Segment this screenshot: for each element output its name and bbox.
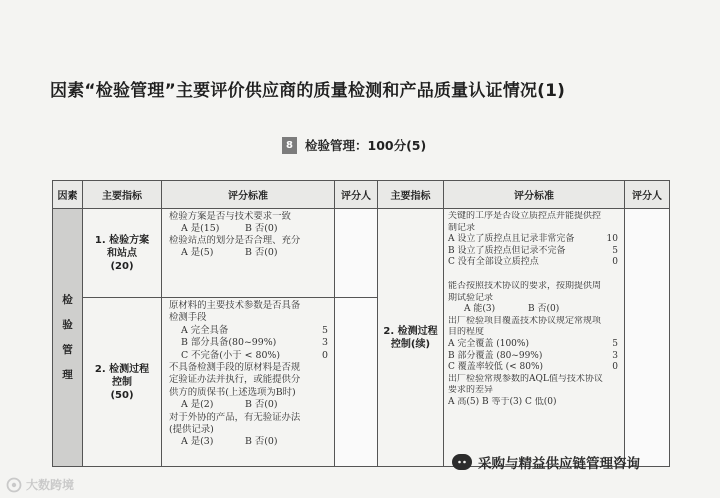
watermark-right-text: 采购与精益供应链管理咨询: [478, 456, 640, 472]
option-pair: [448, 304, 618, 316]
option-score-line: [169, 325, 328, 337]
factor-char: 验: [62, 318, 73, 331]
option-text: B 部分覆盖 (80~99%): [448, 350, 543, 361]
indicator-line: 控制: [112, 376, 132, 388]
criteria-line: 定验证办法并执行，或能提供分: [169, 374, 301, 386]
criteria-line: 能否按照技术协议的要求，按期提供周: [448, 280, 602, 291]
option-a: A 是(15): [181, 223, 220, 235]
option-text: A 设立了质控点且记录非常完备: [448, 234, 575, 245]
factor-char: 管: [62, 343, 73, 356]
option-pair: [169, 223, 328, 235]
indicator-line: 控制(续): [390, 338, 431, 350]
option-score: 5: [612, 338, 618, 349]
option-score-line: [448, 246, 618, 258]
factor-char: 检: [62, 293, 73, 306]
criteria-line: 期试验记录: [448, 292, 494, 303]
header-criteria-right: 评分标准: [444, 181, 625, 209]
option-b: B 否(0): [245, 223, 278, 235]
indicator-line: (50): [110, 389, 134, 401]
criteria-line: 出厂检验项目覆盖技术协议规定常规项: [448, 315, 602, 326]
criteria-line: 检测手段: [169, 312, 207, 324]
criteria-line: 供方的质保书(上述选项为B时): [169, 386, 296, 398]
option-text: A 完全具备: [181, 324, 229, 336]
indicator-line: 2. 检测过程: [383, 325, 438, 337]
option-text: C 覆盖率较低 (< 80%): [448, 362, 544, 373]
scorer-cell: [335, 209, 378, 298]
header-scorer-right: 评分人: [625, 181, 670, 209]
criteria-line: 关键的工序是否设立质控点并能提供控: [448, 211, 602, 221]
option-text: C 不完备(小于 < 80%): [181, 349, 280, 361]
section-number-badge: 8: [282, 137, 297, 154]
option-score: 3: [612, 350, 618, 361]
criteria-cell: [162, 298, 335, 467]
indicator-line: (20): [110, 260, 134, 272]
option-b: B 否(0): [528, 304, 560, 315]
header-factor: 因素: [53, 181, 83, 209]
option-pair: [169, 247, 328, 259]
criteria-line: 检验站点的划分是否合理、充分: [169, 235, 301, 247]
option-text: C 没有全部设立质控点: [448, 257, 539, 268]
factor-cell: [53, 209, 83, 467]
header-criteria: 评分标准: [162, 181, 335, 209]
table-row: [53, 209, 670, 298]
factor-char: 理: [62, 368, 73, 381]
option-score-line: [169, 337, 328, 349]
option-score: 5: [322, 324, 328, 336]
option-score: 3: [322, 337, 328, 349]
criteria-line: 要求的差异: [448, 385, 494, 396]
option-pair: [169, 399, 328, 411]
indicator-line: 和站点: [107, 247, 137, 259]
option-b: B 否(0): [245, 436, 278, 448]
scorer-cell: [335, 298, 378, 467]
option-score: 5: [612, 245, 618, 256]
watermark-left: [6, 476, 74, 493]
section-label: 检验管理：100分(5): [305, 138, 427, 153]
header-indicator: 主要指标: [83, 181, 162, 209]
header-scorer: 评分人: [335, 181, 378, 209]
table-header-row: [53, 181, 670, 209]
option-a: A 能(3): [464, 304, 496, 315]
option-score: 0: [612, 257, 618, 268]
criteria-line: 出厂检验常规参数的AQL值与技术协议: [448, 373, 603, 384]
criteria-cell: [162, 209, 335, 298]
header-indicator-right: 主要指标: [378, 181, 444, 209]
watermark-left-text: 大数跨境: [26, 478, 75, 492]
option-score-line: [448, 362, 618, 374]
criteria-line: A 高(5) B 等于(3) C 低(0): [448, 396, 557, 407]
section-heading: [282, 136, 426, 154]
brand-logo-icon: [6, 477, 22, 493]
indicator-cell: [83, 298, 162, 467]
option-pair: [169, 436, 328, 448]
criteria-line: 不具备检测手段的原材料是否规: [169, 362, 301, 374]
option-score: 10: [606, 234, 618, 245]
option-a: A 是(5): [181, 247, 214, 259]
criteria-line: 原材料的主要技术参数是否具备: [169, 300, 301, 311]
option-score-line: [448, 257, 618, 269]
indicator-cell: [83, 209, 162, 298]
option-score-line: [169, 350, 328, 362]
criteria-cell-right: [444, 209, 625, 467]
option-score: 0: [612, 362, 618, 373]
option-a: A 是(2): [181, 399, 214, 411]
scorer-cell-right: [625, 209, 670, 467]
option-b: B 否(0): [245, 399, 278, 411]
option-score-line: [448, 234, 618, 246]
criteria-line: 目的程度: [448, 327, 485, 338]
option-a: A 是(3): [181, 436, 214, 448]
evaluation-table: [52, 180, 670, 467]
option-text: B 部分具备(80~99%): [181, 337, 277, 349]
option-b: B 否(0): [245, 247, 278, 259]
option-score-line: [448, 351, 618, 363]
criteria-line: 制记录: [448, 222, 476, 233]
spacer-line: [448, 269, 618, 281]
criteria-line: (提供记录): [169, 424, 214, 436]
option-text: A 完全覆盖 (100%): [448, 338, 529, 349]
option-score: 0: [322, 349, 328, 361]
option-score-line: [448, 339, 618, 351]
indicator-cell-right: [378, 209, 444, 467]
watermark-right: [452, 452, 640, 472]
page-title: 因素“检验管理”主要评价供应商的质量检测和产品质量认证情况(1): [50, 81, 566, 101]
indicator-line: 1. 检验方案: [94, 234, 150, 246]
indicator-line: 2. 检测过程: [94, 363, 150, 375]
criteria-line: 检验方案是否与技术要求一致: [169, 211, 291, 222]
criteria-line: 对于外协的产品，有无验证办法: [169, 411, 301, 423]
wechat-icon: [452, 454, 472, 470]
option-text: B 设立了质控点但记录不完备: [448, 245, 566, 256]
